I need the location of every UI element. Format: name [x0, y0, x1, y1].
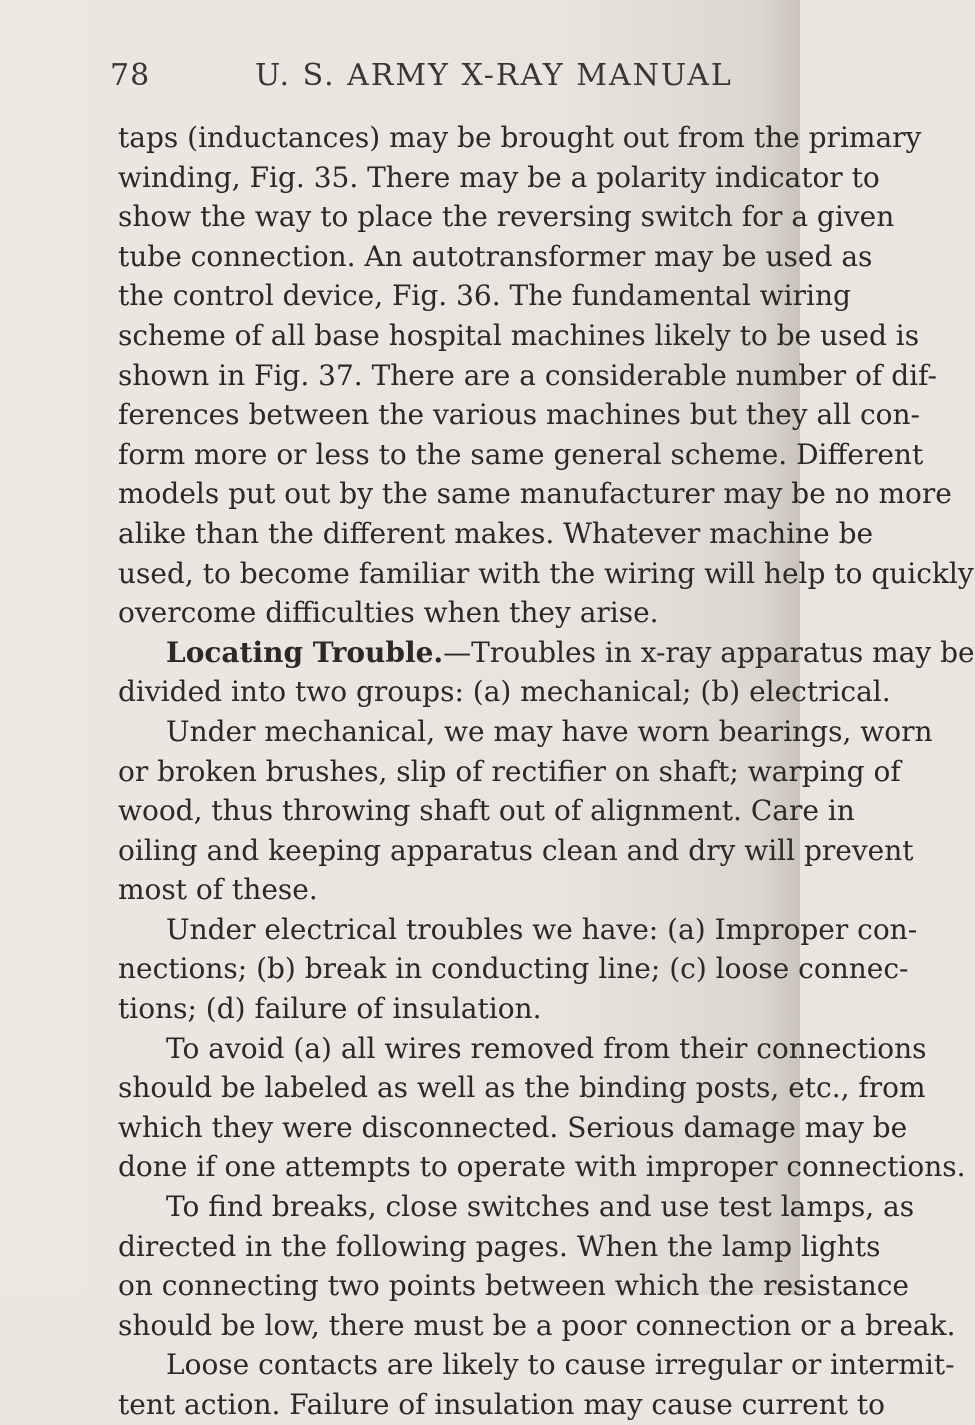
text-line: scheme of all base hospital machines likely to be used is: [118, 318, 920, 352]
text-line: most of these.: [118, 873, 318, 907]
text-line: the control device, Fig. 36. The fundamental wiring: [118, 279, 851, 313]
text-line: ferences between the various machines but they all con-: [118, 398, 921, 432]
text-line: To avoid (a) all wires removed from their connections: [166, 1031, 927, 1065]
text-line: Under electrical troubles we have: (a) Improper con-: [166, 912, 918, 946]
text-line: used, to become familiar with the wiring will help to quickly: [118, 556, 974, 590]
text-line: To find breaks, close switches and use test lamps, as: [166, 1190, 915, 1224]
text-line: which they were disconnected. Serious damage may be: [118, 1110, 908, 1144]
text-line: should be low, there must be a poor connection or a break.: [118, 1308, 956, 1342]
text-line: shown in Fig. 37. There are a considerable number of dif-: [118, 358, 937, 392]
page-header: [110, 58, 760, 98]
page-number: 78: [110, 58, 151, 93]
text-line: done if one attempts to operate with improper connections.: [118, 1150, 966, 1184]
text-line: tions; (d) failure of insulation.: [118, 992, 542, 1026]
section-heading: Locating Trouble.: [166, 635, 444, 669]
running-head: U. S. ARMY X-RAY MANUAL: [255, 58, 733, 93]
text-line: divided into two groups: (a) mechanical; (b) electrical.: [118, 675, 891, 709]
text-line: tube connection. An autotransformer may be used as: [118, 239, 873, 273]
text-line: taps (inductances) may be brought out from the primary: [118, 121, 922, 154]
text-line: models put out by the same manufacturer may be no more: [118, 477, 952, 511]
text-line: overcome difficulties when they arise.: [118, 596, 659, 630]
text-line: on connecting two points between which the resistance: [118, 1269, 909, 1303]
text-line: or broken brushes, slip of rectifier on shaft; warping of: [118, 754, 901, 788]
text-line: wood, thus throwing shaft out of alignment. Care in: [118, 794, 855, 828]
text-line: alike than the different makes. Whatever machine be: [118, 516, 874, 550]
text-line: show the way to place the reversing switch for a given: [118, 200, 895, 234]
section-line: [118, 633, 975, 673]
text-line: winding, Fig. 35. There may be a polarity indicator to: [118, 160, 880, 194]
text-line: tent action. Failure of insulation may cause current to: [118, 1388, 886, 1421]
text-line: Under mechanical, we may have worn bearings, worn: [166, 714, 933, 748]
text-line: Loose contacts are likely to cause irregular or intermit-: [166, 1348, 955, 1382]
body-text: [118, 118, 975, 1425]
text-line: form more or less to the same general scheme. Different: [118, 437, 924, 471]
text-line: oiling and keeping apparatus clean and dry will prevent: [118, 833, 914, 867]
text-line: directed in the following pages. When the lamp lights: [118, 1229, 881, 1263]
text-line: should be labeled as well as the binding posts, etc., from: [118, 1071, 926, 1105]
section-text: —Troubles in x-ray apparatus may be: [443, 635, 975, 669]
text-line: nections; (b) break in conducting line; (c) loose connec-: [118, 952, 909, 986]
